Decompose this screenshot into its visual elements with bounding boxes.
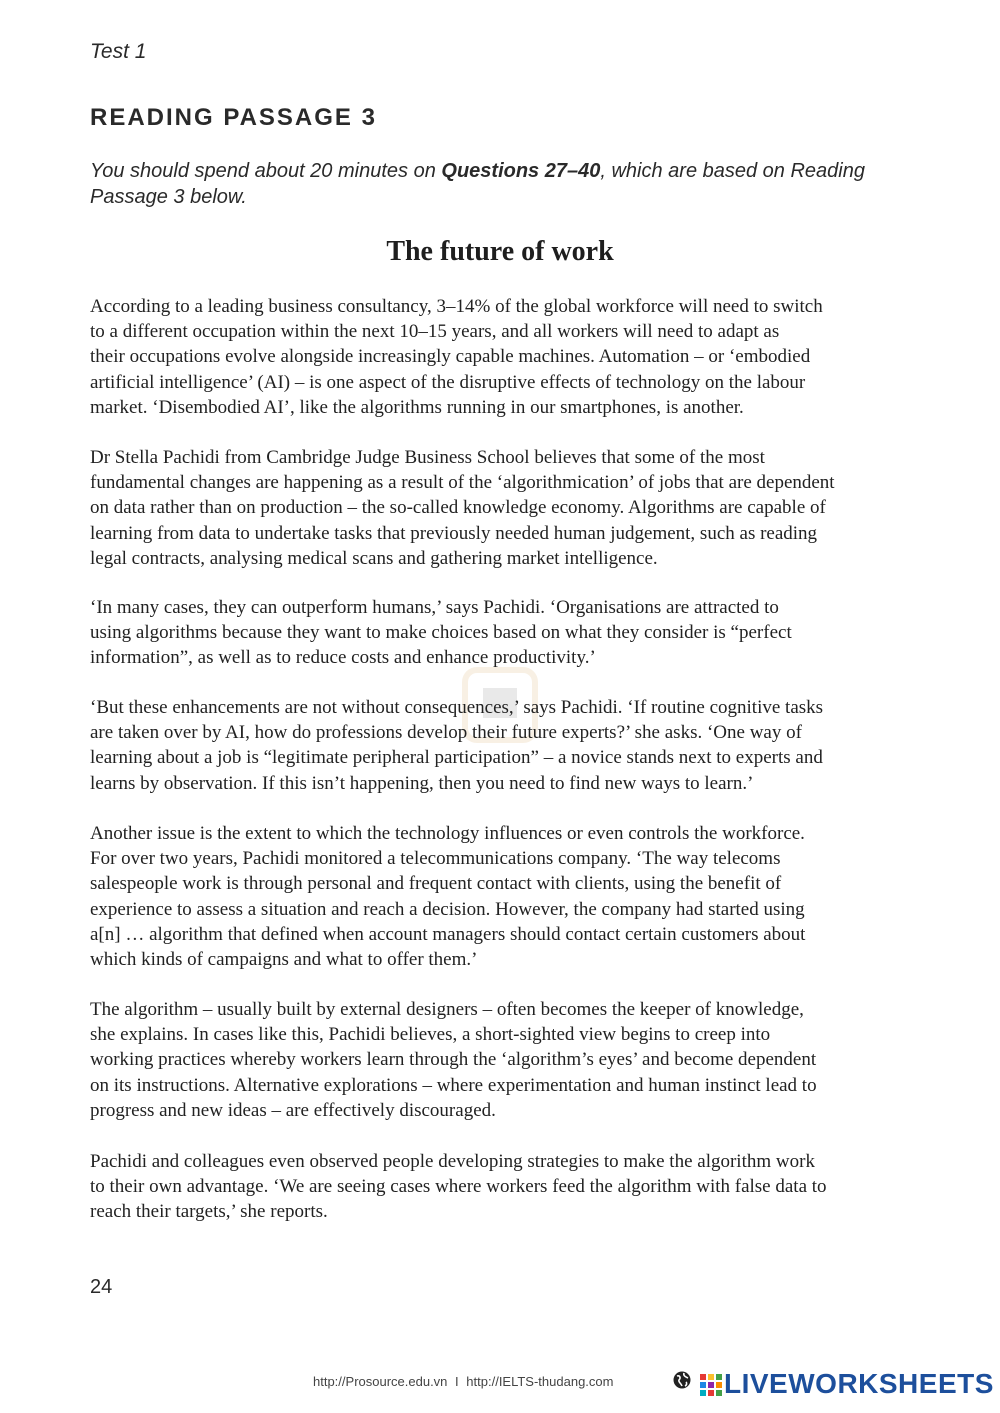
- page-number: 24: [90, 1276, 113, 1298]
- paragraph-line: Dr Stella Pachidi from Cambridge Judge Business School believes that some of the most: [90, 447, 765, 468]
- paragraph-line: learning about a job is “legitimate peripheral participation” – a novice stands next to experts and: [90, 747, 823, 769]
- footer-separator: I: [455, 1374, 459, 1389]
- article-paragraph: [90, 997, 935, 1123]
- paragraph-line: Pachidi and colleagues even observed people developing strategies to make the algorithm work: [90, 1151, 815, 1172]
- paragraph-line: ‘In many cases, they can outperform humans,’ says Pachidi. ‘Organisations are attracted to: [90, 597, 779, 618]
- paragraph-line: she explains. In cases like this, Pachidi believes, a short-sighted view begins to creep into: [90, 1024, 771, 1046]
- paragraph-line: on data rather than on production – the so-called knowledge economy. Algorithms are capable of: [90, 497, 826, 519]
- article-paragraph: [90, 445, 935, 571]
- paragraph-line: ‘But these enhancements are not without consequences,’ says Pachidi. ‘If routine cognitive tasks: [90, 697, 824, 718]
- article-paragraph: [90, 294, 935, 420]
- article-paragraph: [90, 695, 935, 796]
- paragraph-line: to a different occupation within the next 10–15 years, and all workers will need to adapt as: [90, 321, 780, 343]
- paragraph-line: which kinds of campaigns and what to offer them.’: [90, 949, 478, 971]
- footer-link-ielts[interactable]: http://IELTS-thudang.com: [466, 1374, 614, 1389]
- instructions-prefix: You should spend about 20 minutes on: [90, 160, 442, 182]
- footer-link-prosource[interactable]: http://Prosource.edu.vn: [313, 1374, 448, 1389]
- paragraph-line: learns by observation. If this isn’t happening, then you need to find new ways to learn.’: [90, 772, 754, 794]
- instructions-suffix: , which are based on Reading Passage 3 below.: [90, 160, 865, 208]
- footer: [0, 1362, 1000, 1402]
- paragraph-line: reach their targets,’ she reports.: [90, 1201, 328, 1223]
- paragraph-line: fundamental changes are happening as a result of the ‘algorithmication’ of jobs that are dependent: [90, 472, 835, 494]
- paragraph-line: learning from data to undertake tasks that previously needed human judgement, such as reading: [90, 522, 818, 544]
- liveworksheets-logo-icon: [700, 1374, 722, 1396]
- paragraph-line: information”, as well as to reduce costs and enhance productivity.’: [90, 647, 596, 669]
- instructions-questions: Questions 27–40: [441, 160, 601, 182]
- footer-links: [313, 1374, 613, 1389]
- paragraph-line: artificial intelligence’ (AI) – is one aspect of the disruptive effects of technology on the labour: [90, 371, 806, 393]
- paragraph-line: on its instructions. Alternative explorations – where experimentation and human instinct lead to: [90, 1074, 817, 1096]
- paragraph-line: working practices whereby workers learn through the ‘algorithm’s eyes’ and become dependent: [90, 1049, 817, 1071]
- paragraph-line: market. ‘Disembodied AI’, like the algorithms running in our smartphones, is another.: [90, 396, 744, 418]
- paragraph-line: using algorithms because they want to make choices based on what they consider is “perfect: [90, 622, 792, 644]
- globe-icon: [672, 1370, 692, 1390]
- paragraph-line: legal contracts, analysing medical scans and gathering market intelligence.: [90, 547, 658, 569]
- paragraph-line: their occupations evolve alongside increasingly capable machines. Automation – or ‘embodied: [90, 346, 811, 368]
- passage-heading: READING PASSAGE 3: [90, 104, 377, 131]
- paragraph-line: are taken over by AI, how do professions develop their future experts?’ she asks. ‘One way of: [90, 722, 802, 744]
- paragraph-line: salespeople work is through personal and frequent contact with clients, using the benefit of: [90, 873, 782, 895]
- article-paragraph: [90, 821, 935, 972]
- article-paragraph: [90, 595, 935, 671]
- article-title: The future of work: [386, 236, 614, 267]
- instructions: [90, 158, 930, 210]
- paragraph-line: The algorithm – usually built by external designers – often becomes the keeper of knowledge,: [90, 999, 804, 1020]
- paragraph-line: Another issue is the extent to which the technology influences or even controls the workforce.: [90, 823, 805, 844]
- article-paragraph: [90, 1149, 935, 1225]
- test-label: Test 1: [90, 40, 147, 63]
- paragraph-line: For over two years, Pachidi monitored a telecommunications company. ‘The way telecoms: [90, 848, 781, 870]
- paragraph-line: experience to assess a situation and reach a decision. However, the company had started using: [90, 898, 805, 920]
- paragraph-line: According to a leading business consultancy, 3–14% of the global workforce will need to switch: [90, 296, 823, 317]
- liveworksheets-brand[interactable]: LIVEWORKSHEETS: [724, 1368, 994, 1399]
- paragraph-line: a[n] … algorithm that defined when account managers should contact certain customers about: [90, 923, 806, 945]
- paragraph-line: progress and new ideas – are effectively discouraged.: [90, 1099, 496, 1121]
- paragraph-line: to their own advantage. ‘We are seeing cases where workers feed the algorithm with false data to: [90, 1176, 827, 1198]
